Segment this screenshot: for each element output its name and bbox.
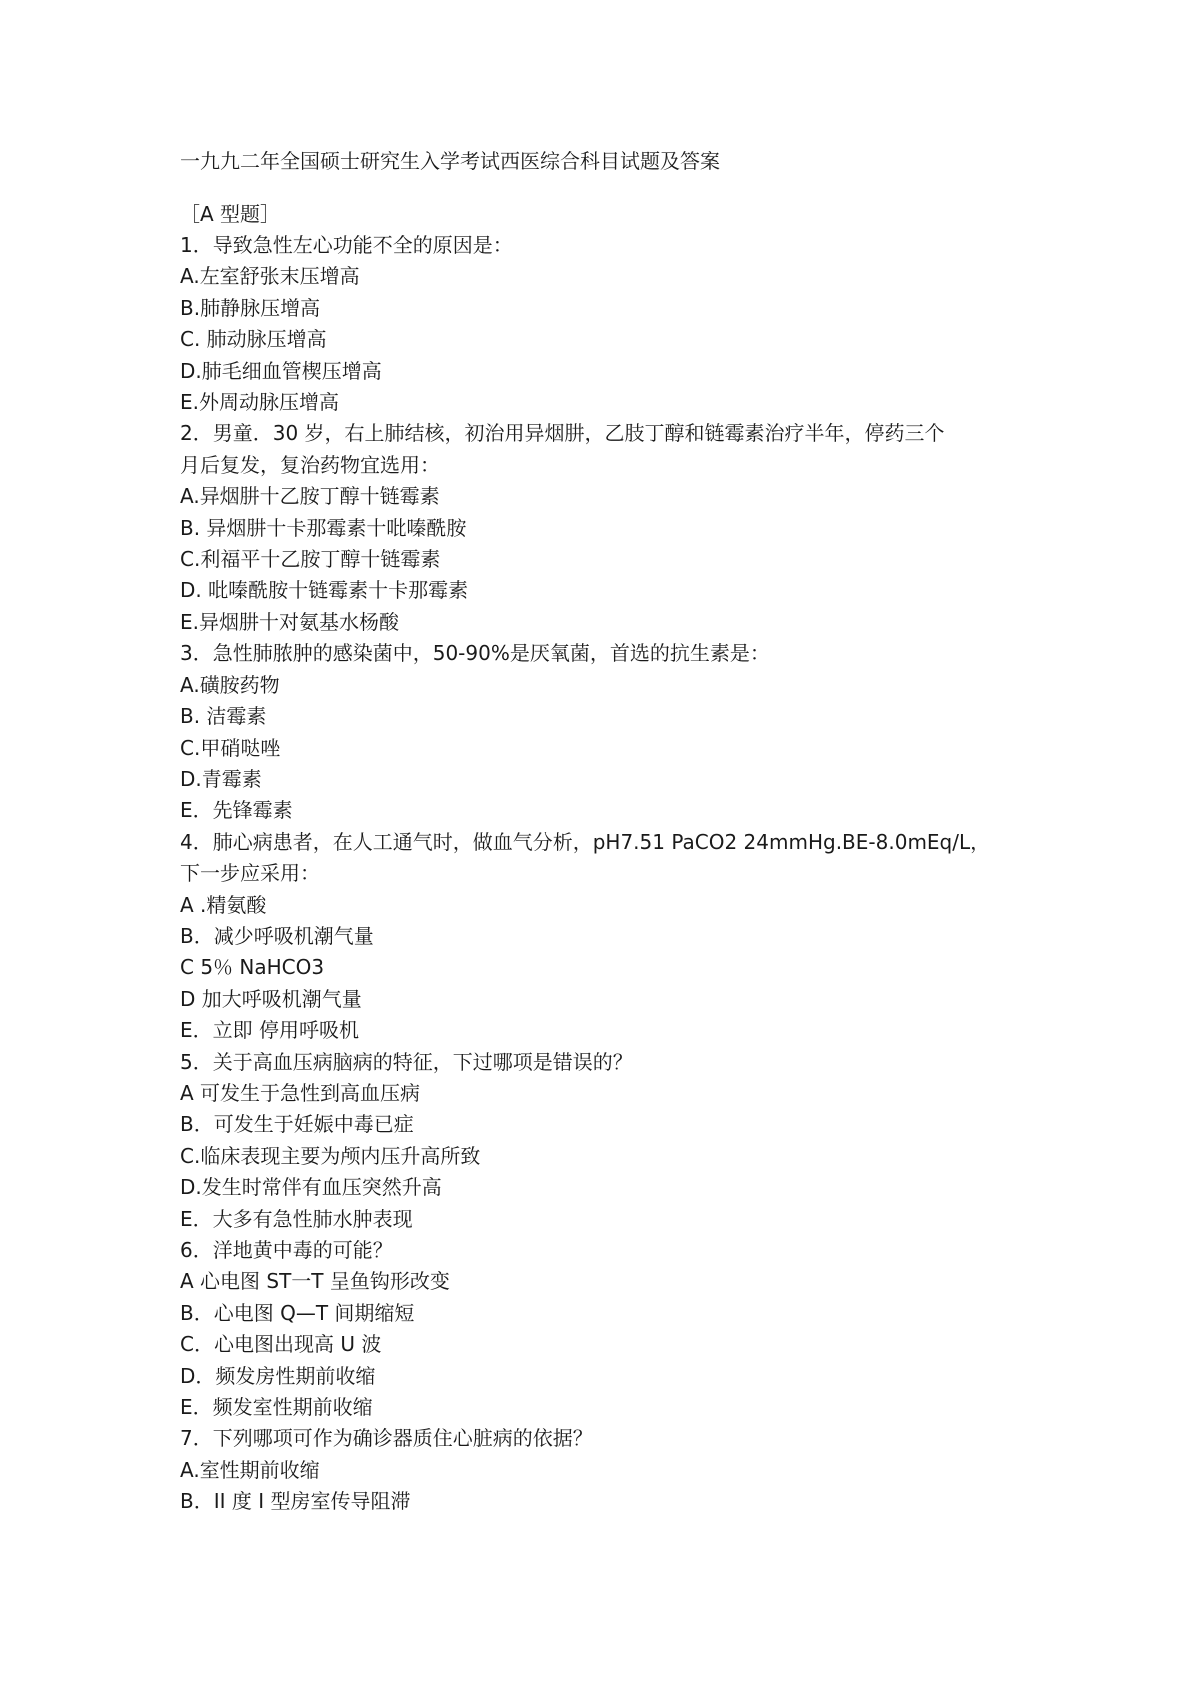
text-line: E．立即 停用呼吸机 xyxy=(180,1018,359,1043)
text-line: A.左室舒张末压增高 xyxy=(180,264,360,289)
text-line: D．频发房性期前收缩 xyxy=(180,1363,376,1388)
text-line: 1．导致急性左心功能不全的原因是： xyxy=(180,233,513,257)
text-line: A.磺胺药物 xyxy=(180,672,280,697)
text-line: D.肺毛细血管楔压增高 xyxy=(180,358,382,383)
text-line: E．大多有急性肺水肿表现 xyxy=(180,1206,413,1231)
text-line: 月后复发，复治药物宜选用： xyxy=(180,452,440,477)
text-line: A 可发生于急性到高血压病 xyxy=(180,1080,421,1105)
text-line: D. 吡嗪酰胺十链霉素十卡那霉素 xyxy=(180,578,469,603)
text-line: C.临床表现主要为颅内压升高所致 xyxy=(180,1143,481,1168)
text-line: E.外周动脉压增高 xyxy=(180,390,339,415)
text-line: B．减少呼吸机潮气量 xyxy=(180,923,374,948)
text-line: A.室性期前收缩 xyxy=(180,1457,320,1482)
text-line: E.异烟肼十对氨基水杨酸 xyxy=(180,609,399,634)
document-body xyxy=(180,145,1040,1518)
text-line: C.甲硝哒唑 xyxy=(180,735,281,760)
text-line: B．可发生于妊娠中毒已症 xyxy=(180,1112,414,1137)
text-line: B．II 度 I 型房室传导阻滞 xyxy=(180,1489,411,1514)
text-line: 2．男童．30 岁，右上肺结核，初治用异烟肼，乙肢丁醇和链霉素治疗半年，停药三个 xyxy=(180,421,945,446)
document-title: 一九九二年全国硕士研究生入学考试西医综合科目试题及答案 xyxy=(180,149,720,173)
text-line: C．心电图出现高 U 波 xyxy=(180,1332,382,1357)
text-line: B. 异烟肼十卡那霉素十吡嗪酰胺 xyxy=(180,515,467,540)
text-line: A .精氨酸 xyxy=(180,892,267,917)
text-line: A 心电图 ST一T 呈鱼钩形改变 xyxy=(180,1269,450,1294)
text-line: B.肺静脉压增高 xyxy=(180,295,321,320)
text-line: A.异烟肼十乙胺丁醇十链霉素 xyxy=(180,484,440,509)
text-line: D.发生时常伴有血压突然升高 xyxy=(180,1175,442,1200)
text-line: 5．关于高血压病脑病的特征，下过哪项是错误的？ xyxy=(180,1049,633,1074)
text-line: B．心电图 Q—T 间期缩短 xyxy=(180,1300,415,1325)
text-line: C.利福平十乙胺丁醇十链霉素 xyxy=(180,547,441,572)
text-line: C 5％ NaHCO3 xyxy=(180,955,325,980)
text-line: B. 洁霉素 xyxy=(180,704,267,729)
section-label: ［A 型题］ xyxy=(180,202,281,226)
text-line: C. 肺动脉压增高 xyxy=(180,327,327,352)
text-line: E．先锋霉素 xyxy=(180,798,293,823)
text-line: 3．急性肺脓肿的感染菌中，50-90%是厌氧菌，首选的抗生素是： xyxy=(180,641,770,666)
question-list xyxy=(180,230,1040,1518)
text-line: E．频发室性期前收缩 xyxy=(180,1395,373,1420)
text-line: D.青霉素 xyxy=(180,766,262,791)
text-line: 7．下列哪项可作为确诊器质住心脏病的依据？ xyxy=(180,1426,593,1451)
text-line: D 加大呼吸机潮气量 xyxy=(180,986,362,1011)
text-line: 4．肺心病患者，在人工通气时，做血气分析，pH7.51 PaCO2 24mmHg.BE-8.0mEq/L， xyxy=(180,829,991,854)
text-line: 下一步应采用： xyxy=(180,861,320,886)
text-line: 6．洋地黄中毒的可能？ xyxy=(180,1238,393,1262)
